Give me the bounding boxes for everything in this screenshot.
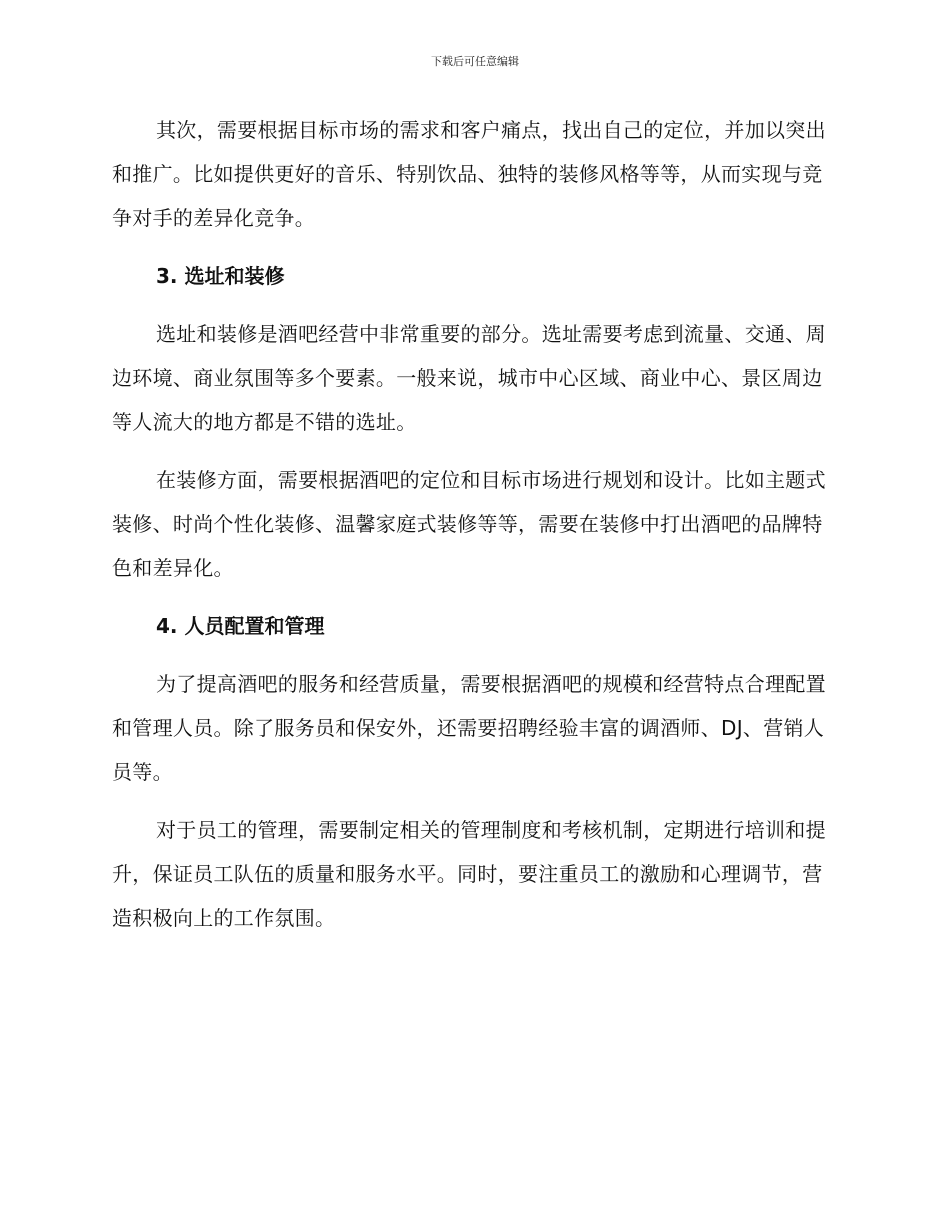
page-header: 下载后可任意编辑 xyxy=(431,55,519,68)
paragraph-staff-management: 对于员工的管理，需要制定相关的管理制度和考核机制，定期进行培训和提升，保证员工队伍的质量和服务水平。同时，要注重员工的激励和心理调节，营造积极向上的工作氛围。 xyxy=(112,818,826,930)
document-body xyxy=(112,108,832,954)
paragraph-site-selection: 选址和装修是酒吧经营中非常重要的部分。选址需要考虑到流量、交通、周边环境、商业氛围等多个要素。一般来说，城市中心区域、商业中心、景区周边等人流大的地方都是不错的选址。 xyxy=(112,322,826,434)
paragraph-staffing: 为了提高酒吧的服务和经营质量，需要根据酒吧的规模和经营特点合理配置和管理人员。除了服务员和保安外，还需要招聘经验丰富的调酒师、DJ、营销人员等。 xyxy=(112,672,826,784)
section-heading-staffing: 4. 人员配置和管理 xyxy=(156,614,325,638)
paragraph-decoration: 在装修方面，需要根据酒吧的定位和目标市场进行规划和设计。比如主题式装修、时尚个性化装修、温馨家庭式装修等等，需要在装修中打出酒吧的品牌特色和差异化。 xyxy=(112,468,826,580)
paragraph-positioning: 其次，需要根据目标市场的需求和客户痛点，找出自己的定位，并加以突出和推广。比如提供更好的音乐、特别饮品、独特的装修风格等等，从而实现与竞争对手的差异化竞争。 xyxy=(112,118,826,230)
section-heading-site-decoration: 3. 选址和装修 xyxy=(156,264,285,288)
